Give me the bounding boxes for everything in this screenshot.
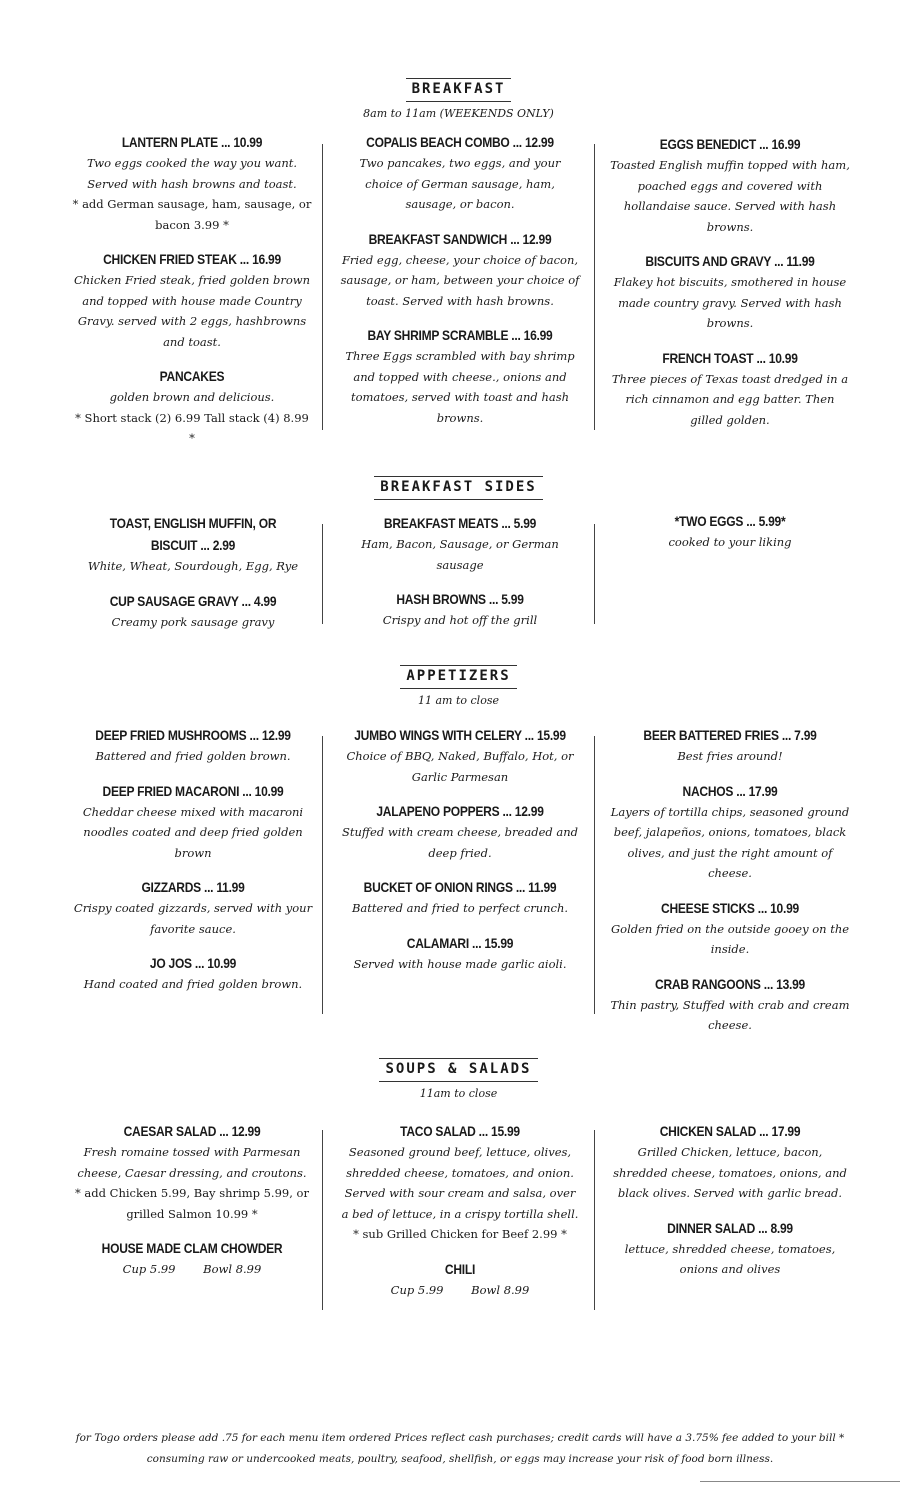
menu-item [335, 932, 585, 975]
breakfast-middle-column [340, 131, 580, 441]
menu-item [340, 131, 580, 215]
item-description: golden brown and delicious. [109, 390, 275, 404]
item-description: Two pancakes, two eggs, and your choice of German sausage, ham, sausage, or bacon. [359, 156, 561, 211]
breakfast-right-column [610, 133, 850, 443]
soups-right-column [610, 1120, 850, 1293]
item-name: HOUSE MADE CLAM CHOWDER [101, 1240, 283, 1256]
item-description: Hand coated and fried golden brown. [83, 977, 303, 991]
item-description: Ham, Bacon, Sausage, or German sausage [361, 537, 559, 572]
breakfast-header [0, 78, 917, 120]
menu-item [610, 510, 850, 553]
item-name: DEEP FRIED MUSHROOMS ... 12.99 [95, 727, 291, 743]
item-name: BISCUITS AND GRAVY ... 11.99 [645, 253, 815, 269]
sides-middle-column [340, 512, 580, 644]
soups-header [0, 1058, 917, 1100]
item-name: CHEESE STICKS ... 10.99 [661, 899, 799, 916]
item-description: lettuce, shredded cheese, tomatoes, onions and olives [624, 1241, 836, 1276]
item-name: DINNER SALAD ... 8.99 [667, 1219, 793, 1236]
item-name: GIZZARDS ... 11.99 [141, 879, 245, 895]
menu-item [340, 1120, 580, 1245]
appetizers-middle-column [335, 724, 585, 987]
item-description: Battered and fried golden brown. [95, 749, 291, 763]
menu-item [72, 248, 312, 352]
item-description: Layers of tortilla chips, seasoned ground beef, jalapeños, onions, tomatoes, black olives, and just the right amount of cheese. [610, 804, 850, 880]
item-note: * add German sausage, ham, sausage, or bacon 3.99 * [72, 197, 312, 232]
menu-item [72, 131, 312, 235]
column-divider [322, 736, 323, 1014]
item-description: Toasted English muffin topped with ham, poached eggs and covered with hollandaise sauce. Served with hash browns. [610, 158, 850, 234]
sides-left-column [68, 512, 318, 645]
item-description: Fried egg, cheese, your choice of bacon, sausage, or ham, between your choice of toast. Served with hash browns. [340, 252, 580, 308]
item-description: Grilled Chicken, lettuce, bacon, shredded cheese, tomatoes, onions, and black olives. Served with garlic bread. [613, 1145, 847, 1200]
item-name: CHICKEN SALAD ... 17.99 [659, 1123, 801, 1139]
item-description: Served with house made garlic aioli. [353, 956, 567, 971]
menu-item [340, 1258, 580, 1300]
item-description: Chicken Fried steak, fried golden brown and topped with house made Country Gravy. served with 2 eggs, hashbrowns and toast. [73, 273, 311, 349]
item-description: Flakey hot biscuits, smothered in house made country gravy. Served with hash browns. [613, 275, 847, 330]
section-title: SOUPS & SALADS [379, 1058, 537, 1082]
soups-left-column [72, 1120, 312, 1292]
menu-item [610, 1217, 850, 1280]
column-divider [594, 144, 595, 430]
footer-togo-note: for Togo orders please add .75 for each menu item ordered Prices reflect cash purchases; credit cards will have a 3.75% fee added to your bill * [75, 1432, 845, 1444]
menu-item [340, 324, 580, 428]
item-name: *TWO EGGS ... 5.99* [674, 513, 786, 529]
item-name: BREAKFAST MEATS ... 5.99 [383, 515, 537, 531]
menu-footer [70, 1428, 850, 1470]
item-name: BAY SHRIMP SCRAMBLE ... 16.99 [367, 327, 553, 343]
item-name: CRAB RANGOONS ... 13.99 [655, 975, 805, 992]
item-name: DEEP FRIED MACARONI ... 10.99 [102, 782, 284, 799]
menu-item [72, 365, 312, 449]
section-title: BREAKFAST [406, 78, 512, 102]
menu-item [72, 1120, 312, 1224]
item-description: Stuffed with cream cheese, breaded and deep fried. [341, 825, 579, 860]
item-description: Seasoned ground beef, lettuce, olives, shredded cheese, tomatoes, and onion. Served with sour cream and salsa, over a bed of lettuce, in a crispy tortilla shell. [341, 1145, 579, 1221]
menu-item [335, 800, 585, 863]
cup-price: Cup 5.99 [122, 1262, 176, 1276]
menu-item [610, 780, 850, 884]
item-name: CHILI [444, 1260, 476, 1277]
soups-middle-column [340, 1120, 580, 1313]
item-name: LANTERN PLATE ... 10.99 [121, 134, 263, 150]
item-name: BUCKET OF ONION RINGS ... 11.99 [363, 879, 557, 895]
item-name: JO JOS ... 10.99 [149, 955, 237, 971]
section-title: APPETIZERS [400, 665, 516, 689]
item-description: Fresh romaine tossed with Parmesan cheese, Caesar dressing, and croutons. [77, 1145, 307, 1180]
item-name: EGGS BENEDICT ... 16.99 [659, 136, 801, 152]
menu-item [340, 588, 580, 631]
item-sizes [340, 1280, 580, 1300]
footer-rule [700, 1481, 900, 1482]
item-note: * Short stack (2) 6.99 Tall stack (4) 8.99 * [75, 410, 309, 445]
item-name: BEER BATTERED FRIES ... 7.99 [643, 727, 817, 743]
item-note: * sub Grilled Chicken for Beef 2.99 * [353, 1227, 567, 1241]
item-description: Crispy and hot off the grill [382, 613, 538, 627]
breakfast-left-column [72, 131, 312, 462]
item-description: Three Eggs scrambled with bay shrimp and topped with cheese., onions and tomatoes, served with toast and hash browns. [345, 349, 575, 425]
column-divider [594, 1130, 595, 1310]
section-subtitle: 11am to close [419, 1087, 498, 1100]
item-name: CAESAR SALAD ... 12.99 [123, 1123, 261, 1139]
menu-item [610, 133, 850, 237]
item-name: CALAMARI ... 15.99 [406, 934, 514, 951]
appetizers-header [0, 665, 917, 707]
item-description: Choice of BBQ, Naked, Buffalo, Hot, or Garlic Parmesan [346, 749, 574, 784]
item-name: COPALIS BEACH COMBO ... 12.99 [366, 134, 554, 150]
item-name: JUMBO WINGS WITH CELERY ... 15.99 [354, 727, 566, 743]
menu-item [335, 724, 585, 787]
bowl-price: Bowl 8.99 [471, 1282, 530, 1297]
menu-item [610, 250, 850, 334]
item-name: PANCAKES [159, 368, 225, 384]
cup-price: Cup 5.99 [390, 1282, 444, 1297]
menu-item [72, 1237, 312, 1279]
menu-item [68, 952, 318, 995]
sides-header [0, 476, 917, 500]
menu-item [68, 780, 318, 864]
item-description: Battered and fried to perfect crunch. [351, 901, 569, 915]
item-name: HASH BROWNS ... 5.99 [396, 591, 524, 607]
footer-health-warning: consuming raw or undercooked meats, poultry, seafood, shellfish, or eggs may increase your risk of food born illness. [146, 1453, 774, 1465]
menu-item [335, 876, 585, 919]
menu-item [68, 590, 318, 633]
item-name: NACHOS ... 17.99 [682, 782, 778, 799]
item-name: JALAPENO POPPERS ... 12.99 [376, 803, 544, 819]
item-name: CUP SAUSAGE GRAVY ... 4.99 [109, 592, 277, 609]
item-name: FRENCH TOAST ... 10.99 [662, 349, 798, 366]
column-divider [322, 144, 323, 430]
item-description: Crispy coated gizzards, served with your favorite sauce. [73, 901, 313, 936]
appetizers-right-column [610, 724, 850, 1049]
menu-item [610, 973, 850, 1036]
item-description: Creamy pork sausage gravy [111, 614, 275, 629]
menu-item [340, 512, 580, 575]
column-divider [322, 524, 323, 624]
item-name: TACO SALAD ... 15.99 [400, 1123, 520, 1139]
item-description: Two eggs cooked the way you want. Served with hash browns and toast. [86, 156, 298, 191]
item-name: CHICKEN FRIED STEAK ... 16.99 [103, 251, 281, 267]
menu-item [340, 228, 580, 312]
item-sizes [72, 1259, 312, 1279]
section-subtitle: 11 am to close [418, 694, 499, 707]
menu-item [68, 724, 318, 767]
item-description: cooked to your liking [668, 535, 792, 549]
item-name: BREAKFAST SANDWICH ... 12.99 [368, 230, 552, 247]
menu-item [610, 897, 850, 960]
appetizers-left-column [68, 724, 318, 1008]
item-description: Three pieces of Texas toast dredged in a rich cinnamon and egg batter. Then gilled golden. [611, 371, 849, 427]
item-description: Best fries around! [677, 749, 783, 763]
item-description: Golden fried on the outside gooey on the inside. [610, 921, 850, 956]
item-description: Thin pastry, Stuffed with crab and cream cheese. [610, 997, 850, 1032]
menu-item [610, 724, 850, 767]
sides-right-column [610, 510, 850, 566]
column-divider [594, 524, 595, 624]
item-name: TOAST, ENGLISH MUFFIN, OR BISCUIT ... 2.99 [109, 515, 277, 553]
section-subtitle: 8am to 11am (WEEKENDS ONLY) [363, 107, 554, 120]
menu-item [68, 512, 318, 577]
item-description: White, Wheat, Sourdough, Egg, Rye [87, 559, 299, 573]
menu-item [68, 876, 318, 939]
bowl-price: Bowl 8.99 [203, 1262, 262, 1276]
section-title: BREAKFAST SIDES [374, 476, 542, 500]
item-note: * add Chicken 5.99, Bay shrimp 5.99, or grilled Salmon 10.99 * [75, 1186, 309, 1221]
column-divider [594, 736, 595, 1014]
menu-item [610, 1120, 850, 1204]
menu-item [610, 347, 850, 431]
item-description: Cheddar cheese mixed with macaroni noodles coated and deep fried golden brown [82, 804, 304, 860]
column-divider [322, 1130, 323, 1310]
